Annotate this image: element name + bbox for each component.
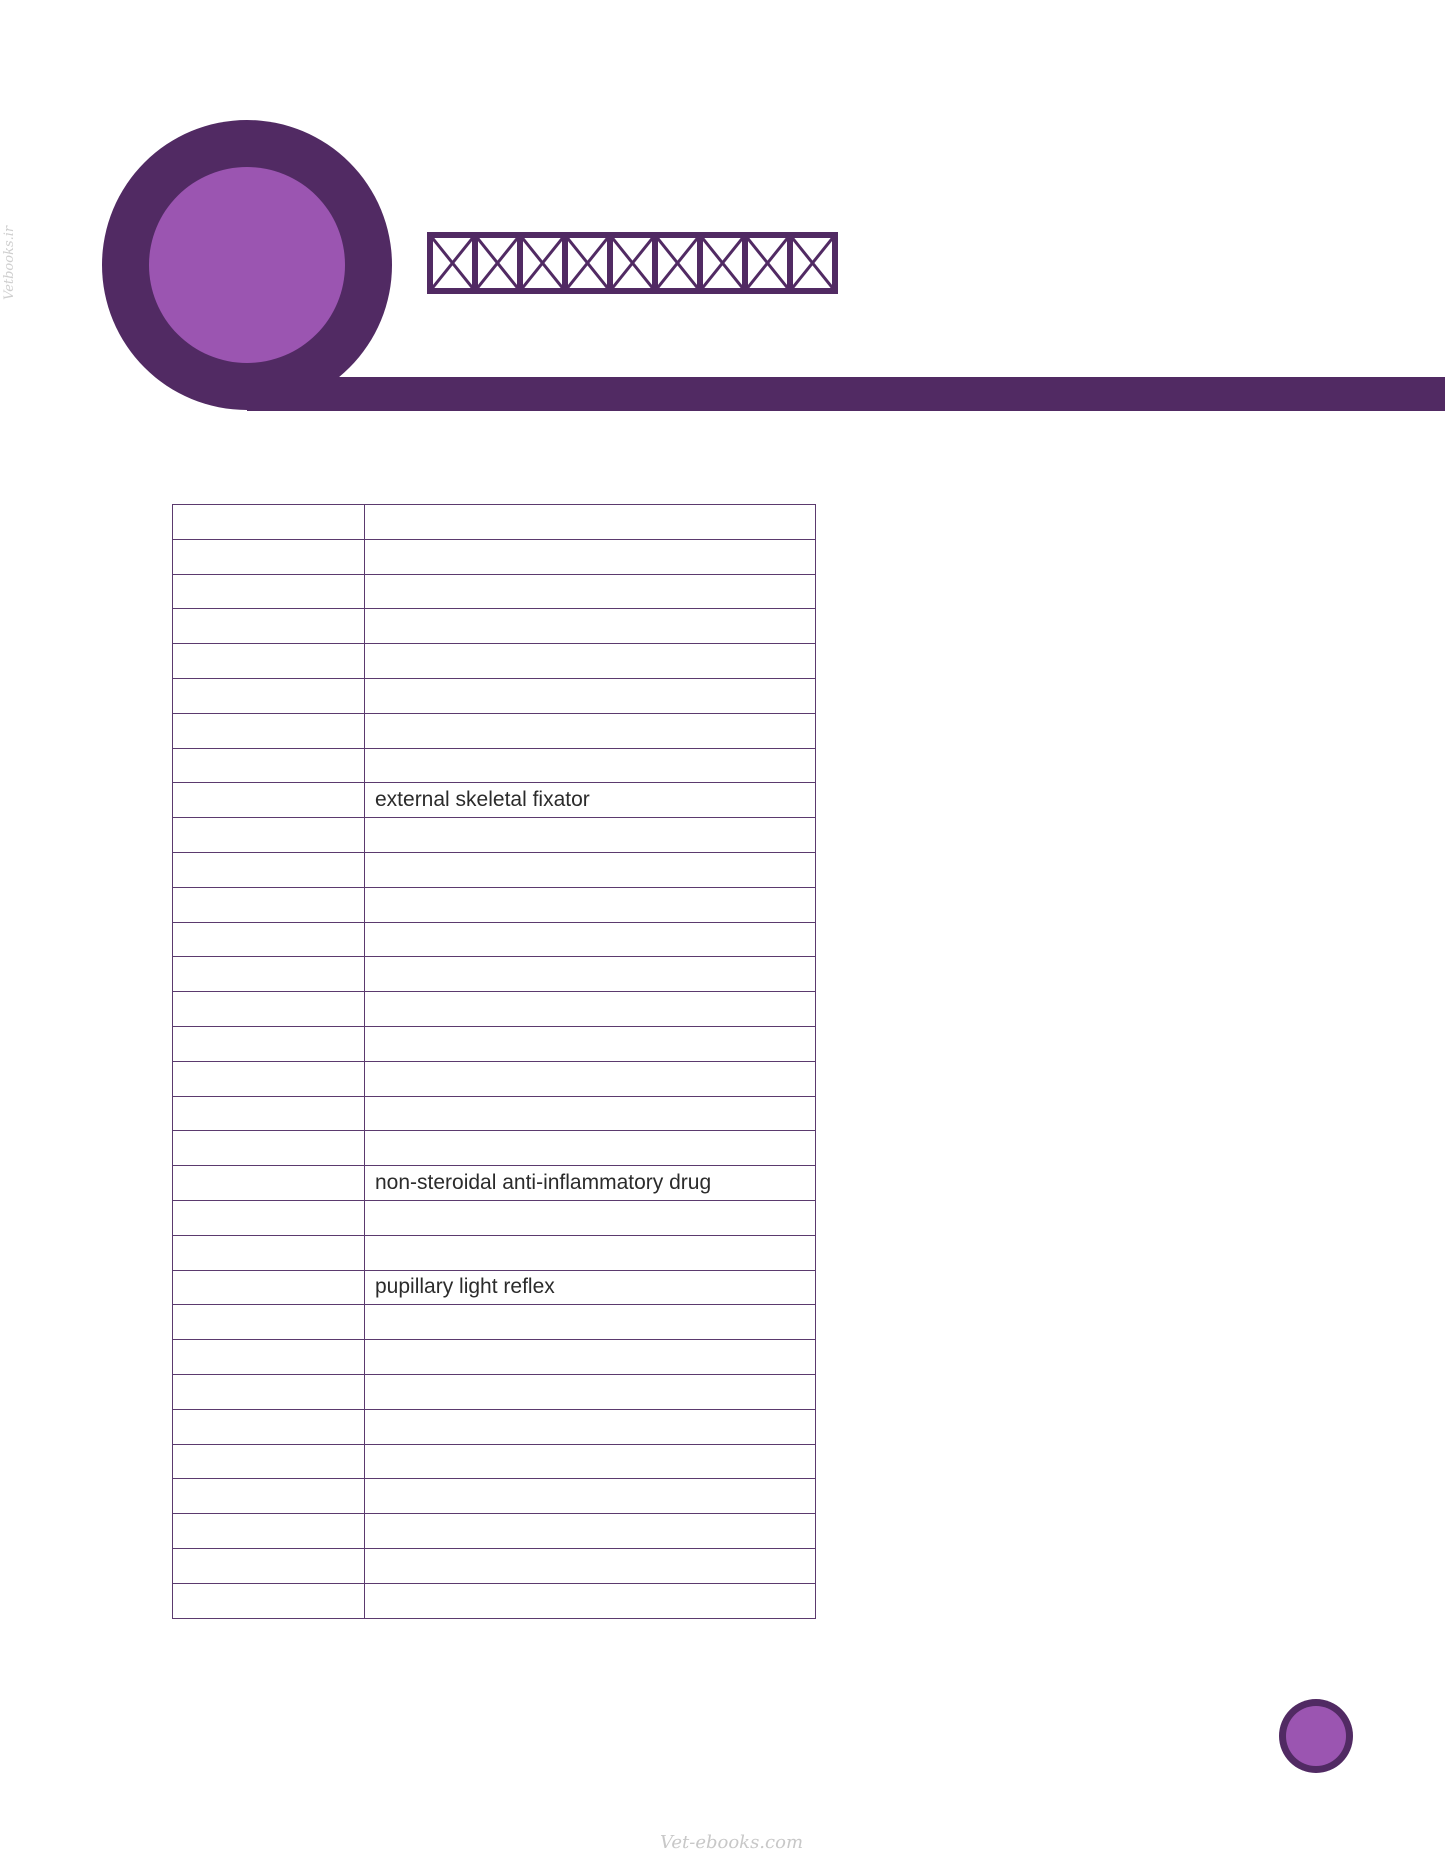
term-cell xyxy=(365,1479,816,1514)
term-cell xyxy=(365,887,816,922)
heading-glyph xyxy=(475,235,520,291)
table-row xyxy=(173,1340,816,1375)
abbreviation-cell xyxy=(173,748,365,783)
heading-glyph xyxy=(520,235,565,291)
abbreviation-cell xyxy=(173,1166,365,1201)
term-cell xyxy=(365,1409,816,1444)
term-cell xyxy=(365,505,816,540)
table-row xyxy=(173,852,816,887)
side-watermark: Vetbooks.ir xyxy=(2,225,17,300)
table-row xyxy=(173,818,816,853)
table-row xyxy=(173,992,816,1027)
abbreviation-cell xyxy=(173,1200,365,1235)
table-row xyxy=(173,505,816,540)
term-cell: non-steroidal anti-inflammatory drug xyxy=(365,1166,816,1201)
abbreviation-cell xyxy=(173,887,365,922)
term-cell xyxy=(365,992,816,1027)
table-row xyxy=(173,748,816,783)
term-cell xyxy=(365,1548,816,1583)
table-row xyxy=(173,1061,816,1096)
heading-glyph xyxy=(565,235,610,291)
term-cell xyxy=(365,818,816,853)
abbreviation-cell xyxy=(173,1583,365,1618)
term-cell xyxy=(365,1583,816,1618)
abbreviation-cell xyxy=(173,922,365,957)
table-row xyxy=(173,1200,816,1235)
table-row xyxy=(173,574,816,609)
term-cell xyxy=(365,1061,816,1096)
page-title xyxy=(427,232,838,294)
table-row xyxy=(173,1374,816,1409)
abbreviation-cell xyxy=(173,852,365,887)
table-row xyxy=(173,887,816,922)
table-row xyxy=(173,922,816,957)
term-cell xyxy=(365,609,816,644)
table-row xyxy=(173,1096,816,1131)
abbreviation-cell xyxy=(173,1409,365,1444)
table-row xyxy=(173,1235,816,1270)
term-cell xyxy=(365,1444,816,1479)
table-row xyxy=(173,1444,816,1479)
abbreviation-cell xyxy=(173,1444,365,1479)
abbreviation-cell xyxy=(173,1096,365,1131)
abbreviation-cell xyxy=(173,1374,365,1409)
term-cell xyxy=(365,1096,816,1131)
table-row xyxy=(173,957,816,992)
abbreviation-cell xyxy=(173,1514,365,1549)
table-row xyxy=(173,1305,816,1340)
table-row xyxy=(173,1166,816,1201)
heading-glyph xyxy=(430,235,475,291)
header-inner-circle xyxy=(149,167,345,363)
heading-glyph xyxy=(610,235,655,291)
table-row xyxy=(173,539,816,574)
abbreviation-cell xyxy=(173,1305,365,1340)
term-cell xyxy=(365,1514,816,1549)
heading-glyph xyxy=(655,235,700,291)
abbreviation-cell xyxy=(173,992,365,1027)
table-row xyxy=(173,1548,816,1583)
term-cell xyxy=(365,644,816,679)
abbreviation-cell xyxy=(173,678,365,713)
heading-glyph xyxy=(790,235,835,291)
abbreviation-cell xyxy=(173,1270,365,1305)
abbreviation-cell xyxy=(173,539,365,574)
abbreviation-cell xyxy=(173,1026,365,1061)
abbreviation-cell xyxy=(173,609,365,644)
table-row xyxy=(173,783,816,818)
table-row xyxy=(173,1409,816,1444)
page-number-badge xyxy=(1279,1699,1353,1773)
abbreviation-cell xyxy=(173,1131,365,1166)
abbreviation-cell xyxy=(173,1479,365,1514)
term-cell xyxy=(365,1235,816,1270)
abbreviation-cell xyxy=(173,1235,365,1270)
heading-glyph xyxy=(745,235,790,291)
term-cell: pupillary light reflex xyxy=(365,1270,816,1305)
term-cell xyxy=(365,1305,816,1340)
term-cell xyxy=(365,1340,816,1375)
abbreviation-cell xyxy=(173,1548,365,1583)
term-cell xyxy=(365,1026,816,1061)
abbreviation-cell xyxy=(173,818,365,853)
table-row xyxy=(173,644,816,679)
term-cell xyxy=(365,1131,816,1166)
abbreviations-table xyxy=(172,504,816,1619)
table-row xyxy=(173,713,816,748)
heading-glyph xyxy=(700,235,745,291)
page-number xyxy=(1286,1706,1346,1766)
table-row xyxy=(173,1479,816,1514)
term-cell xyxy=(365,539,816,574)
abbreviations-table-body xyxy=(173,505,816,1619)
table-row xyxy=(173,1270,816,1305)
abbreviation-cell xyxy=(173,713,365,748)
term-cell xyxy=(365,922,816,957)
abbreviation-cell xyxy=(173,644,365,679)
table-row xyxy=(173,1026,816,1061)
term-cell xyxy=(365,713,816,748)
abbreviation-cell xyxy=(173,1340,365,1375)
table-row xyxy=(173,1514,816,1549)
table-row xyxy=(173,1131,816,1166)
abbreviation-cell xyxy=(173,957,365,992)
term-cell xyxy=(365,1200,816,1235)
table-row xyxy=(173,609,816,644)
term-cell xyxy=(365,748,816,783)
term-cell xyxy=(365,957,816,992)
abbreviation-cell xyxy=(173,574,365,609)
abbreviation-cell xyxy=(173,783,365,818)
abbreviation-cell xyxy=(173,505,365,540)
header-bar xyxy=(247,377,1445,411)
footer-watermark: Vet-ebooks.com xyxy=(660,1832,804,1853)
term-cell: external skeletal fixator xyxy=(365,783,816,818)
table-row xyxy=(173,1583,816,1618)
term-cell xyxy=(365,678,816,713)
term-cell xyxy=(365,852,816,887)
term-cell xyxy=(365,574,816,609)
table-row xyxy=(173,678,816,713)
abbreviation-cell xyxy=(173,1061,365,1096)
term-cell xyxy=(365,1374,816,1409)
